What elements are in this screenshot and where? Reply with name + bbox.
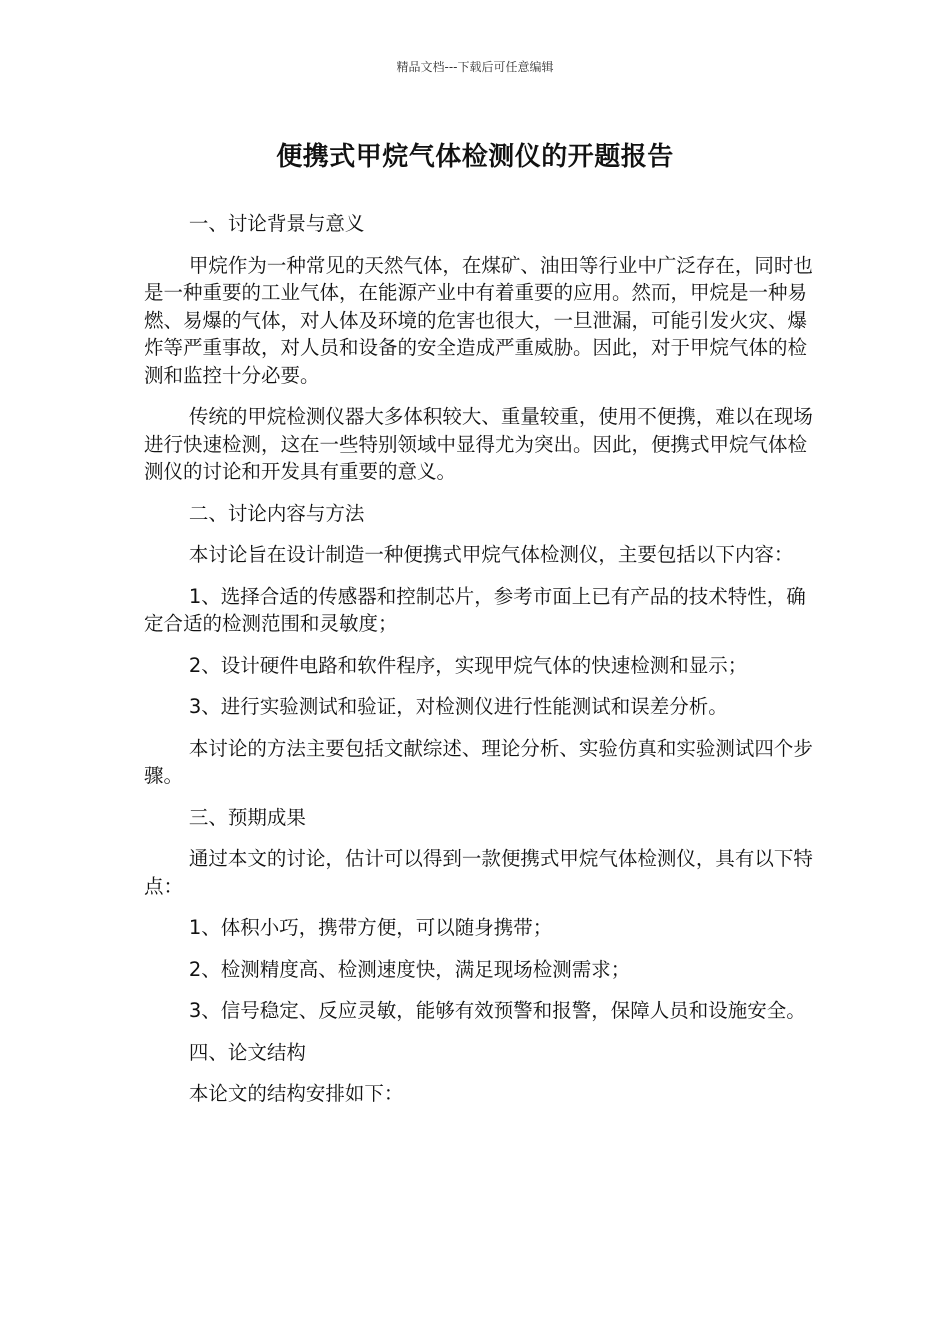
list-item-outcome-3: 3、信号稳定、反应灵敏，能够有效预警和报警，保障人员和设施安全。 [188,999,806,1022]
paragraph-outcomes-intro: 通过本文的讨论，估计可以得到一款便携式甲烷气体检测仪，具有以下特点： [144,847,813,898]
paragraph-structure-intro: 本论文的结构安排如下： [188,1082,404,1105]
list-item-content-2: 2、设计硬件电路和软件程序，实现甲烷气体的快速检测和显示； [188,653,748,677]
document-title: 便携式甲烷气体检测仪的开题报告 [276,142,674,172]
paragraph-methods: 本讨论的方法主要包括文献综述、理论分析、实验仿真和实验测试四个步骤。 [144,736,813,787]
list-item-outcome-1: 1、体积小巧，携带方便，可以随身携带； [188,916,553,939]
section-heading-background: 一、讨论背景与意义 [188,212,365,235]
list-item-content-3: 3、进行实验测试和验证，对检测仪进行性能测试和误差分析。 [188,695,728,718]
section-heading-outcomes: 三、预期成果 [188,805,306,829]
list-item-content-1: 1、选择合适的传感器和控制芯片，参考市面上已有产品的技术特性，确定合适的检测范围和灵敏度； [144,584,806,635]
section-heading-structure: 四、论文结构 [188,1040,306,1064]
document-body [144,210,820,1122]
paragraph-background-1: 甲烷作为一种常见的天然气体，在煤矿、油田等行业中广泛存在，同时也是一种重要的工业气体，在能源产业中有着重要的应用。然而，甲烷是一种易燃、易爆的气体，对人体及环境的危害也很大，一旦泄漏，可能引发火灾、爆炸等严重事故，对人员和设备的安全造成严重威胁。因此，对于甲烷气体的检测和监控十分必要。 [144,253,813,387]
paragraph-content-intro: 本讨论旨在设计制造一种便携式甲烷气体检测仪，主要包括以下内容： [188,543,794,566]
paragraph-background-2: 传统的甲烷检测仪器大多体积较大、重量较重，使用不便携，难以在现场进行快速检测，这在一些特别领域中显得尤为突出。因此，便携式甲烷气体检测仪的讨论和开发具有重要的意义。 [144,405,813,483]
header-note: 精品文档---下载后可任意编辑 [396,60,554,74]
section-heading-content-methods: 二、讨论内容与方法 [188,501,365,525]
list-item-outcome-2: 2、检测精度高、检测速度快，满足现场检测需求； [188,957,631,981]
